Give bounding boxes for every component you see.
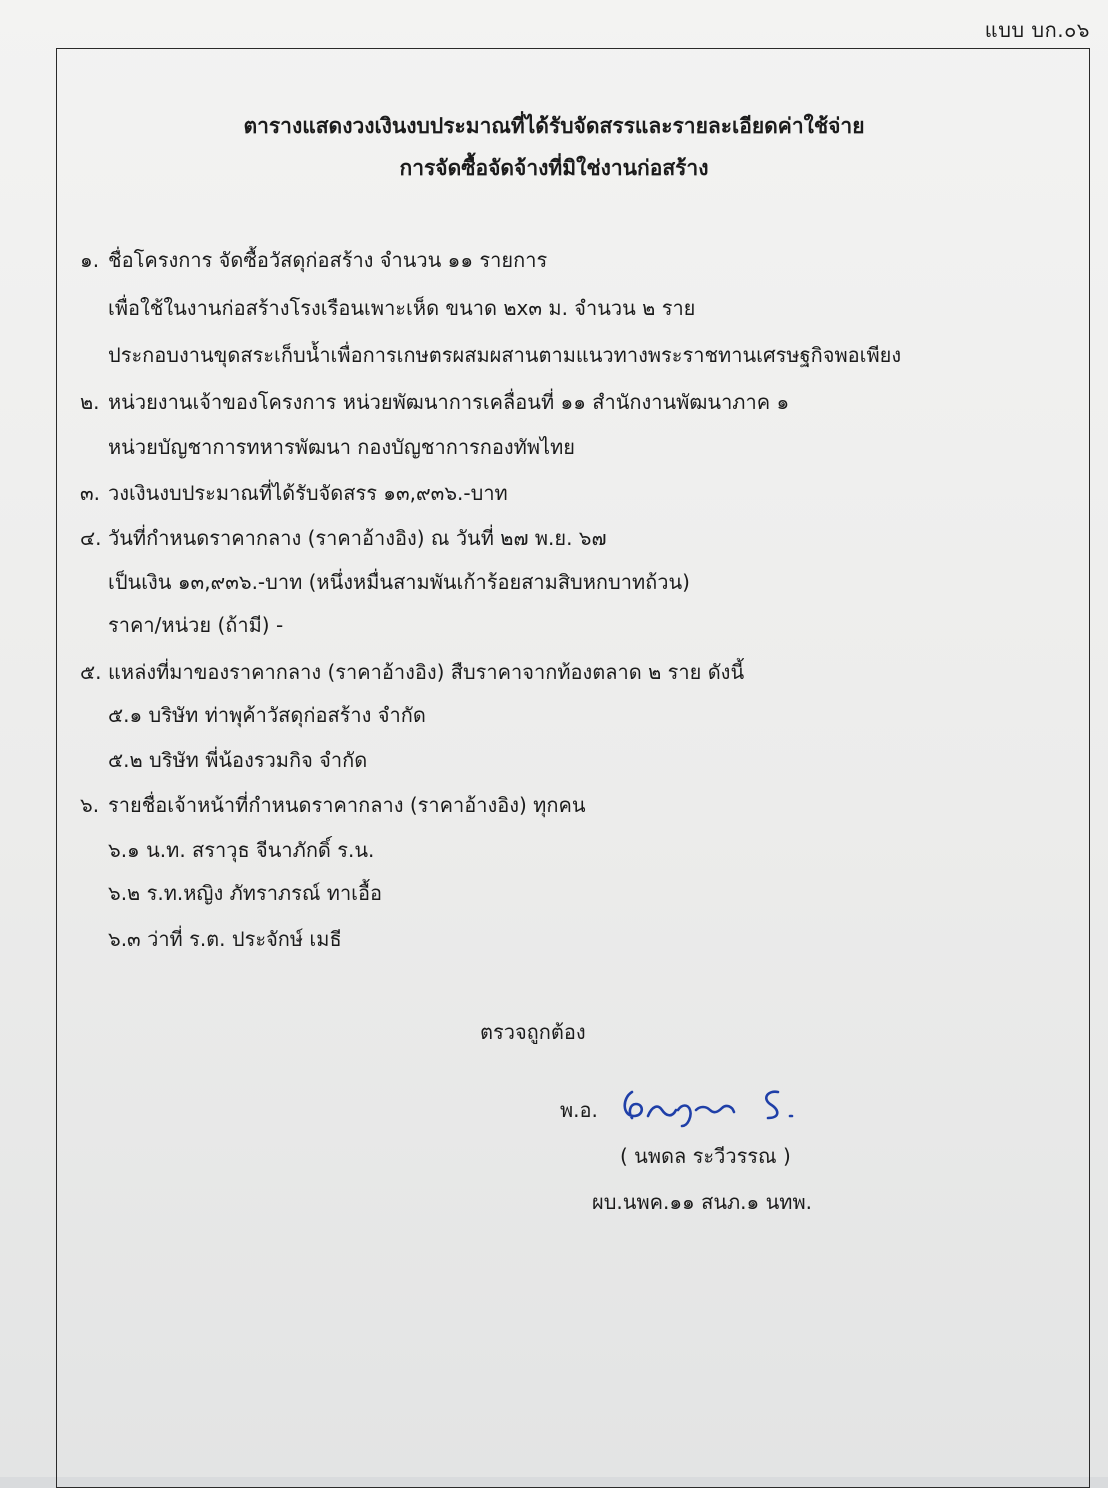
- item-6-3: ๖.๓ ว่าที่ ร.ต. ประจักษ์ เมธี: [108, 927, 342, 951]
- item-1-continued: ประกอบงานขุดสระเก็บน้ำเพื่อการเกษตรผสมผสานตามแนวทางพระราชทานเศรษฐกิจพอเพียง: [108, 343, 902, 367]
- item-2: [80, 386, 789, 418]
- document-subtitle: การจัดซื้อจัดจ้างที่มิใช่งานก่อสร้าง: [399, 156, 709, 180]
- signer-position: ผบ.นพค.๑๑ สนภ.๑ นทพ.: [592, 1190, 812, 1214]
- item-text: วงเงินงบประมาณที่ได้รับจัดสรร ๑๓,๙๓๖.-บาท: [108, 481, 508, 505]
- verified-label: ตรวจถูกต้อง: [480, 1020, 586, 1044]
- item-6-2: ๖.๒ ร.ท.หญิง ภัทราภรณ์ ทาเอื้อ: [108, 881, 383, 905]
- item-text: วันที่กำหนดราคากลาง (ราคาอ้างอิง) ณ วันที่ ๒๗ พ.ย. ๖๗: [108, 526, 607, 550]
- item-6: [80, 789, 586, 821]
- item-4: [80, 522, 607, 554]
- item-3: [80, 477, 508, 509]
- handwritten-signature: [618, 1082, 848, 1132]
- item-number: ๓.: [80, 481, 101, 505]
- item-5: [80, 656, 744, 688]
- signer-rank: พ.อ.: [560, 1098, 598, 1122]
- item-text: ชื่อโครงการ จัดซื้อวัสดุก่อสร้าง จำนวน ๑๑ รายการ: [108, 248, 548, 272]
- item-number: ๔.: [80, 526, 102, 550]
- item-6-1: ๖.๑ น.ท. สราวุธ จีนาภักดิ์ ร.น.: [108, 838, 375, 862]
- item-5-1: ๕.๑ บริษัท ท่าพุค้าวัสดุก่อสร้าง จำกัด: [108, 703, 426, 727]
- item-number: ๒.: [80, 390, 100, 414]
- item-number: ๖.: [80, 793, 100, 817]
- item-1: [80, 244, 547, 276]
- item-4-continued: ราคา/หน่วย (ถ้ามี) -: [108, 613, 284, 637]
- item-4-continued: เป็นเงิน ๑๓,๙๓๖.-บาท (หนึ่งหมื่นสามพันเก้าร้อยสามสิบหกบาทถ้วน): [108, 570, 690, 594]
- item-2-continued: หน่วยบัญชาการทหารพัฒนา กองบัญชาการกองทัพไทย: [108, 435, 576, 459]
- item-5-2: ๕.๒ บริษัท พี่น้องรวมกิจ จำกัด: [108, 748, 368, 772]
- item-text: หน่วยงานเจ้าของโครงการ หน่วยพัฒนาการเคลื่อนที่ ๑๑ สำนักงานพัฒนาภาค ๑: [108, 390, 790, 414]
- item-1-continued: เพื่อใช้ในงานก่อสร้างโรงเรือนเพาะเห็ด ขนาด ๒x๓ ม. จำนวน ๒ ราย: [108, 296, 696, 320]
- document-title: ตารางแสดงวงเงินงบประมาณที่ได้รับจัดสรรและรายละเอียดค่าใช้จ่าย: [243, 114, 865, 138]
- form-code: แบบ บก.๐๖: [984, 18, 1090, 42]
- item-text: รายชื่อเจ้าหน้าที่กำหนดราคากลาง (ราคาอ้างอิง) ทุกคน: [108, 793, 586, 817]
- item-number: ๕.: [80, 660, 102, 684]
- signer-printed-name: ( นพดล ระวีวรรณ ): [620, 1144, 791, 1168]
- item-text: แหล่งที่มาของราคากลาง (ราคาอ้างอิง) สืบราคาจากท้องตลาด ๒ ราย ดังนี้: [108, 660, 745, 684]
- item-number: ๑.: [80, 248, 100, 272]
